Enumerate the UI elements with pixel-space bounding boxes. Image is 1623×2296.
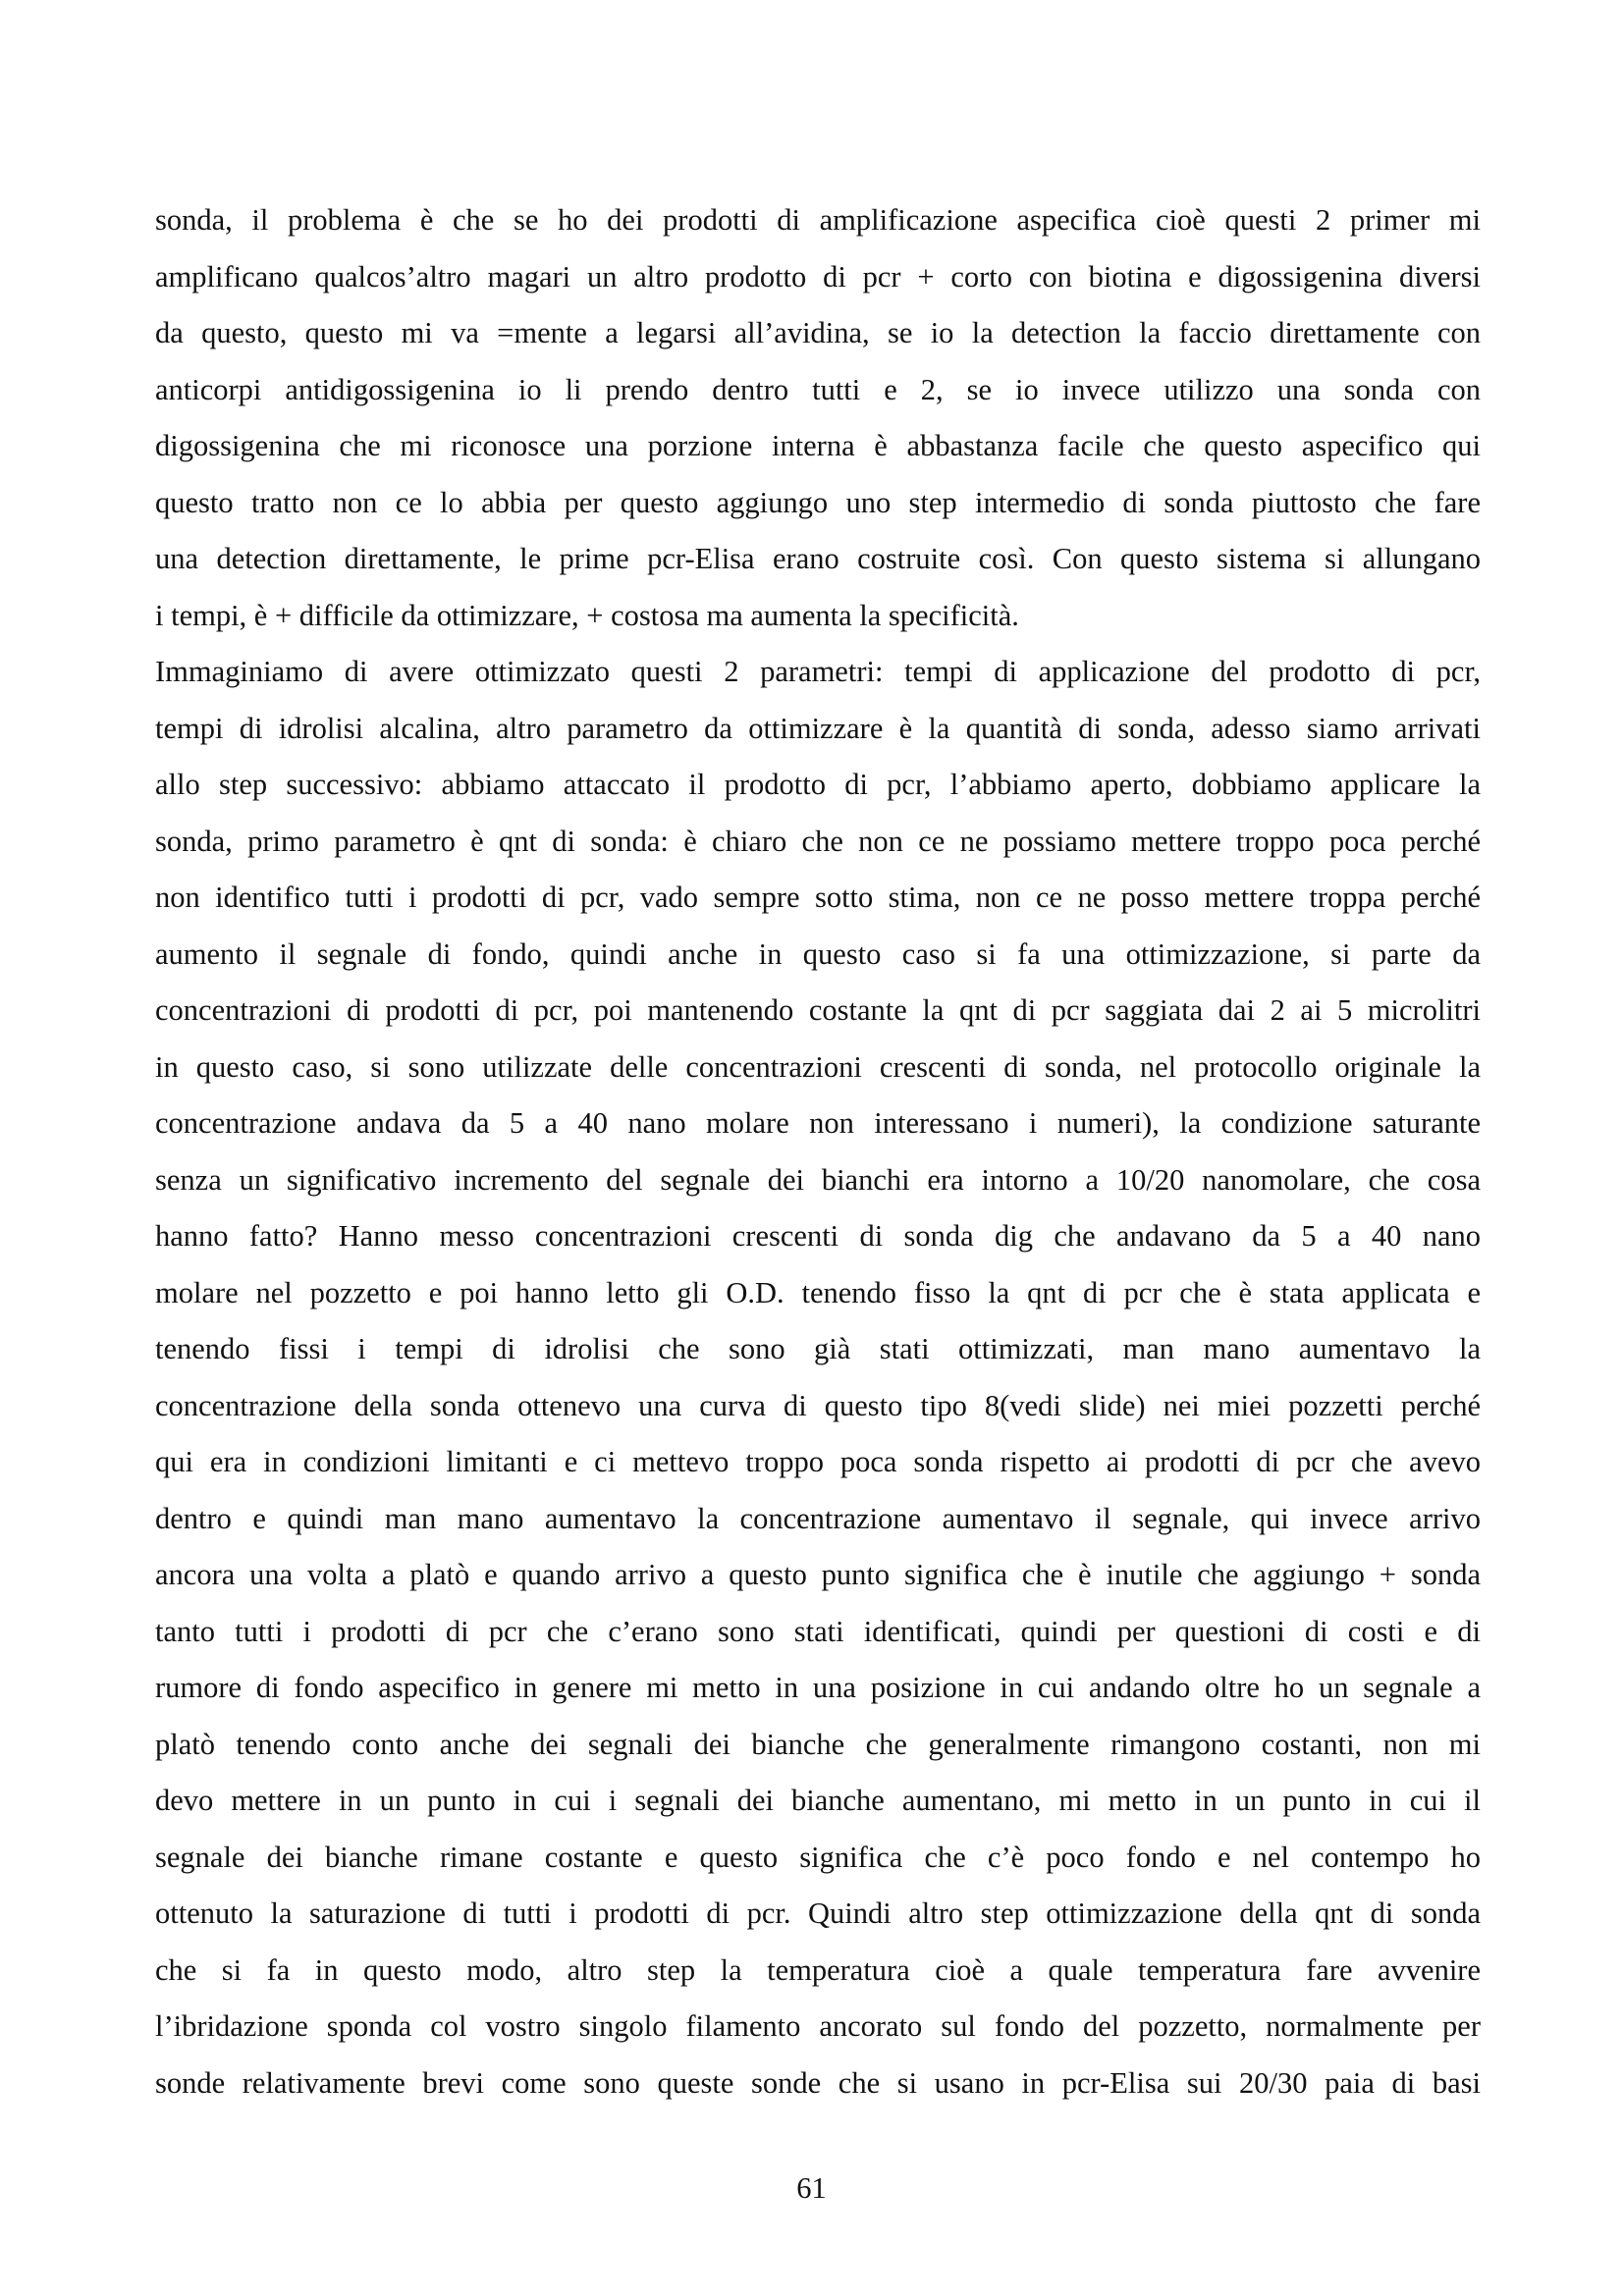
text-line: concentrazioni di prodotti di pcr, poi mantenendo costante la qnt di pcr saggiata dai 2 ai 5 microlitri [155,993,1481,1027]
text-line: segnale dei bianche rimane costante e questo significa che c’è poco fondo e nel contempo ho [155,1840,1481,1874]
text-line: anticorpi antidigossigenina io li prendo dentro tutti e 2, se io invece utilizzo una sonda con [155,372,1481,406]
text-line: hanno fatto? Hanno messo concentrazioni crescenti di sonda dig che andavano da 5 a 40 nano [155,1219,1481,1253]
text-line: in questo caso, si sono utilizzate delle concentrazioni crescenti di sonda, nel protocollo originale la [155,1049,1481,1084]
text-line: devo mettere in un punto in cui i segnali dei bianche aumentano, mi metto in un punto in cui il [155,1784,1481,1817]
text-line: questo tratto non ce lo abbia per questo aggiungo uno step intermedio di sonda piuttosto che fare [155,485,1481,519]
text-line: concentrazione della sonda ottenevo una curva di questo tipo 8(vedi slide) nei miei pozzetti perché [155,1388,1481,1422]
text-line: qui era in condizioni limitanti e ci mettevo troppo poca sonda rispetto ai prodotti di pcr che avevo [155,1445,1481,1478]
text-line: senza un significativo incremento del segnale dei bianchi era intorno a 10/20 nanomolare, che cosa [155,1162,1481,1197]
text-line: ancora una volta a platò e quando arrivo a questo punto significa che è inutile che aggiungo + sonda [155,1558,1481,1591]
text-line: che si fa in questo modo, altro step la temperatura cioè a quale temperatura fare avvenire [155,1952,1481,1987]
text-line: amplificano qualcos’altro magari un altro prodotto di pcr + corto con biotina e digossigenina diversi [155,259,1481,294]
text-line: Immaginiamo di avere ottimizzato questi 2 parametri: tempi di applicazione del prodotto di pcr, [155,655,1481,688]
text-line: tenendo fissi i tempi di idrolisi che sono già stati ottimizzati, man mano aumentavo la [155,1332,1481,1365]
text-line: non identifico tutti i prodotti di pcr, vado sempre sotto stima, non ce ne posso mettere troppa perché [155,881,1481,914]
text-line: aumento il segnale di fondo, quindi anche in questo caso si fa una ottimizzazione, si parte da [155,936,1481,971]
text-line: l’ibridazione sponda col vostro singolo filamento ancorato sul fondo del pozzetto, normalmente per [155,2009,1481,2043]
text-line: da questo, questo mi va =mente a legarsi all’avidina, se io la detection la faccio direttamente con [155,316,1481,349]
text-line: dentro e quindi man mano aumentavo la concentrazione aumentavo il segnale, qui invece arrivo [155,1501,1481,1535]
text-line: sonde relativamente brevi come sono queste sonde che si usano in pcr-Elisa sui 20/30 paia di basi [155,2065,1481,2100]
text-line: platò tenendo conto anche dei segnali dei bianche che generalmente rimangono costanti, non mi [155,1727,1481,1761]
page-number: 61 [796,2171,827,2205]
text-line: tanto tutti i prodotti di pcr che c’erano sono stati identificati, quindi per questioni di costi e di [155,1614,1481,1648]
text-line: tempi di idrolisi alcalina, altro parametro da ottimizzare è la quantità di sonda, adesso siamo arrivati [155,711,1481,745]
body-text [155,192,1481,2111]
text-line: una detection direttamente, le prime pcr-Elisa erano costruite così. Con questo sistema si allungano [155,542,1481,575]
text-line: concentrazione andava da 5 a 40 nano molare non interessano i numeri), la condizione saturante [155,1106,1481,1140]
text-line: rumore di fondo aspecifico in genere mi metto in una posizione in cui andando oltre ho un segnale a [155,1671,1481,1704]
text-line: digossigenina che mi riconosce una porzione interna è abbastanza facile che questo aspecifico qui [155,429,1481,462]
text-line: i tempi, è + difficile da ottimizzare, + costosa ma aumenta la specificità. [155,598,1019,632]
text-line: sonda, primo parametro è qnt di sonda: è chiaro che non ce ne possiamo mettere troppo poca perché [155,824,1481,858]
text-line: allo step successivo: abbiamo attaccato il prodotto di pcr, l’abbiamo aperto, dobbiamo applicare la [155,768,1481,801]
text-line: ottenuto la saturazione di tutti i prodotti di pcr. Quindi altro step ottimizzazione della qnt di sonda [155,1896,1481,1930]
text-line: molare nel pozzetto e poi hanno letto gli O.D. tenendo fisso la qnt di pcr che è stata applicata e [155,1275,1481,1309]
text-line: sonda, il problema è che se ho dei prodotti di amplificazione aspecifica cioè questi 2 primer mi [155,203,1481,237]
